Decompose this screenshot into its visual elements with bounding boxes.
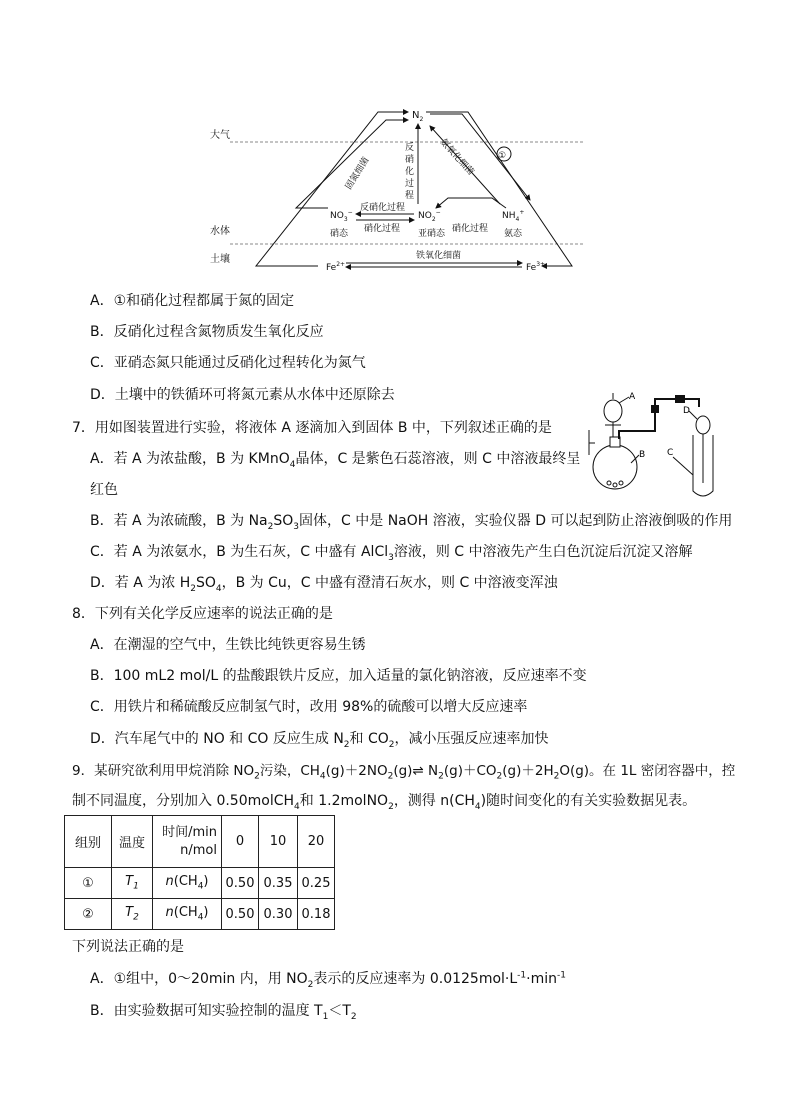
header-time-n: 时间/min n/mol — [153, 816, 222, 868]
q7-option-b: B．若 A 为浓硫酸，B 为 $Na_2SO_3$固体，C 中是 NaOH 溶液，实验仪器 D 可以起到防止溶液倒吸的作用 — [90, 513, 733, 532]
header-t10: 10 — [259, 816, 298, 868]
q7-stem: 7．用如图装置进行实验，将液体 A 逐滴加入到固体 B 中，下列叙述正确的是 — [72, 420, 552, 436]
q8-option-b: B．100 mL2 mol/L 的盐酸跟铁片反应，加入适量的氯化钠溶液，反应速率不变 — [90, 668, 587, 684]
q9-option-a: A．①组中，0～20min 内，用 $NO_2$表示的反应速率为 $0.0125mol\cdot L^{-1}\cdot\min^{-1}$ — [90, 970, 566, 990]
label-ammonia-oxidizing: 氨氧化细菌 — [437, 137, 476, 178]
q9-prompt: 下列说法正确的是 — [72, 939, 184, 955]
label-denitrification-vertical — [405, 141, 414, 201]
q6-option-b: B．反硝化过程含氮物质发生氧化反应 — [90, 324, 324, 340]
svg-text:硝: 硝 — [405, 155, 415, 165]
label-circle-1: ① — [498, 151, 507, 161]
svg-text:程: 程 — [405, 191, 415, 201]
q9-stem-line-2: 制不同温度，分别加入 0.50molCH$_4$和 1.2molNO$_2$，测得 $n(CH_4)$随时间变化的有关实验数据见表。 — [72, 793, 697, 812]
header-temp: 温度 — [112, 816, 153, 868]
q7-option-d: D．若 A 为浓 $H_2SO_4$，B 为 Cu，C 中盛有澄清石灰水，则 C 中溶液变浑浊 — [90, 575, 558, 594]
label-nitrification-1: 硝化过程 — [364, 224, 401, 234]
svg-text:过: 过 — [405, 179, 415, 189]
layer-water: 水体 — [210, 226, 230, 237]
q8-option-a: A．在潮湿的空气中，生铁比纯铁更容易生锈 — [90, 637, 366, 653]
fe2-node: $Fe^{2+}$ — [326, 261, 346, 273]
header-t20: 20 — [298, 816, 335, 868]
fe3-node: $Fe^{3+}$ — [526, 261, 546, 273]
q6-option-c: C．亚硝态氮只能通过反硝化过程转化为氮气 — [90, 355, 366, 371]
flask-b — [593, 445, 637, 489]
svg-text:化: 化 — [405, 167, 415, 177]
label-c: C — [667, 448, 674, 458]
label-nitrate: 硝态 — [330, 229, 349, 239]
q8-option-c: C．用铁片和稀硫酸反应制氢气时，改用 98%的硫酸可以增大反应速率 — [90, 699, 528, 715]
svg-text:反: 反 — [405, 143, 415, 153]
label-b: B — [639, 450, 646, 460]
q7-option-c: C．若 A 为浓氨水，B 为生石灰，C 中盛有 AlCl$_3$溶液，则 C 中溶液先产生白色沉淀后沉淀又溶解 — [90, 544, 693, 563]
q7-option-a: A．若 A 为浓盐酸，B 为 KMnO$_4$晶体，C 是紫色石蕊溶液，则 C 中溶液最终呈 — [90, 451, 581, 470]
no2-node: $NO_2^-$ — [418, 209, 441, 223]
label-nitrite: 亚硝态 — [418, 229, 446, 239]
fe2-to-n2-arrow — [256, 112, 408, 266]
anti-suckback-d — [696, 416, 710, 434]
n2-to-fe3-arrow — [426, 112, 572, 266]
q6-option-a: A．①和硝化过程都属于氮的固定 — [90, 293, 295, 309]
q9-data-table — [64, 815, 335, 930]
layer-soil: 土壤 — [210, 254, 230, 265]
q6-option-d: D．土壤中的铁循环可将氮元素从水体中还原除去 — [90, 387, 395, 403]
no3-node: $NO_3^-$ — [330, 209, 353, 223]
q7-option-a-cont: 红色 — [90, 482, 118, 498]
layer-atmosphere: 大气 — [210, 130, 230, 141]
header-group: 组别 — [65, 816, 112, 868]
label-a: A — [629, 392, 636, 402]
label-iron-bacteria: 铁氧化细菌 — [416, 251, 462, 261]
header-t0: 0 — [222, 816, 259, 868]
nh4-node: $NH_4^+$ — [502, 209, 525, 223]
q9-option-b: B．由实验数据可知实验控制的温度 $T_1<T_2$ — [90, 1003, 357, 1022]
n2-node: $N_2$ — [412, 110, 424, 123]
table-row: ① $T_1$ $n(CH_4)$ 0.50 0.35 0.25 — [65, 868, 335, 899]
apparatus-figure — [585, 385, 730, 505]
nitrogen-cycle-diagram — [200, 100, 600, 280]
q8-option-d: D．汽车尾气中的 NO 和 CO 反应生成 $N_2$和 $CO_2$，减小压强反应速率加快 — [90, 731, 549, 750]
q8-stem: 8．下列有关化学反应速率的说法正确的是 — [72, 606, 333, 622]
label-nitrification-2: 硝化过程 — [452, 224, 489, 234]
circle1-arrow — [430, 114, 530, 200]
table-row: ② $T_2$ $n(CH_4)$ 0.50 0.30 0.18 — [65, 899, 335, 930]
label-denitrification: 反硝化过程 — [360, 203, 406, 213]
label-ammonium: 氨态 — [504, 229, 523, 239]
label-d: D — [683, 406, 690, 416]
label-fixing-bacteria: 固氮细菌 — [344, 155, 372, 192]
q9-stem-line-1: 9．某研究欲利用甲烷消除 $NO_2$污染，$CH_4(g)+2NO_2(g)\rightleftharpoons$ $N_2(g)+CO_2(g)+2H_2O(g)$。在 1L 密闭容器中，控 — [72, 763, 736, 782]
